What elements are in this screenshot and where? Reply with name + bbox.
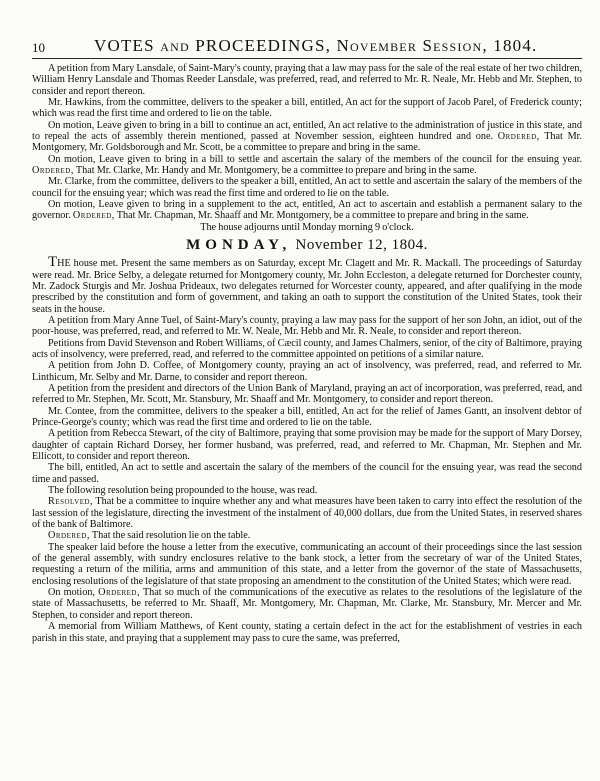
running-title: VOTES and PROCEEDINGS, November Session, 1804. bbox=[94, 36, 538, 55]
ordered-label: Ordered, bbox=[72, 210, 115, 222]
paragraph-text: That Mr. Chapman, Mr. Shaaff and Mr. Montgomery, be a committee to prepare and bring in the same. bbox=[116, 210, 529, 222]
page-number: 10 bbox=[32, 40, 45, 55]
paragraph: Mr. Contee, from the committee, delivers to the speaker a bill, entitled, An act for the relief of James Gantt, an insolvent debtor of Prince-George's county; which was read the first time and ordered to lie on the table. bbox=[32, 405, 582, 428]
running-header bbox=[32, 34, 582, 59]
paragraph-text: That so much of the communications of the executive as relates to the resolutions of the legislature of the state of Massachusetts, be referred to Mr. Shaaff, Mr. Montgomery, Mr. Chapman, Mr. Clarke, Mr. Stansbury, Mr. Mercer and Mr. Stephen, to consider and report thereon. bbox=[32, 587, 583, 621]
paragraph-text: That the said resolution lie on the table. bbox=[91, 530, 251, 542]
day-heading bbox=[32, 237, 582, 254]
adjournment-line: The house adjourns until Monday morning 9 o'clock. bbox=[200, 221, 414, 233]
ordered-label: Ordered, bbox=[497, 131, 540, 143]
paragraph-text: On motion, Leave given to bring in a bill to continue an act, entitled, An act relative to the administration of justice in this state, and to repeal the acts of assembly therein mentioned, passed at November session, eighteen hundred and one. bbox=[32, 119, 582, 143]
ordered-label: Ordered, bbox=[32, 165, 74, 177]
paragraph-text: That Mr. Montgomery, Mr. Goldsborough and Mr. Scott, be a committee to prepare and bring in the same. bbox=[32, 131, 582, 154]
paragraph bbox=[32, 587, 582, 621]
paragraph: Petitions from David Stevenson and Robert Williams, of Cæcil county, and James Chalmers, senior, of the city of Baltimore, praying acts of insolvency, were preferred, read, and referred to the committee appointed on petitions of a similar nature. bbox=[32, 337, 582, 360]
paragraph: The speaker laid before the house a letter from the executive, communicating an account of their proceedings since the last session of the general assembly, with sundry enclosures relative to the bank stock, a letter from the secretary of war of the United States, requesting a return of the militia, arms and ammunition of this state, and a letter from the governor of the state of Massachusetts, enclosing resolutions of the legislature of that state proposing an amendment to the constitution of the United States; which were read. bbox=[32, 541, 582, 587]
paragraph: THE house met. Present the same members as on Saturday, except Mr. Clagett and Mr. R. Mackall. The proceedings of Saturday were read. Mr. Brice Selby, a delegate returned for Montgomery county, Mr. John Eccleston, a delegate returned for Dorchester county, Mr. Zadock Sturgis and Mr. Joshua Prideaux, two delegates returned for Worcester county, appeared, and after qualifying in the mode prescribed by the constitution and form of government, and taking an oath to support the constitution of the United States, took their seats in the house. bbox=[32, 254, 582, 315]
paragraph: A petition from Mary Anne Tuel, of Saint-Mary's county, praying a law may pass for the support of her son John, an idiot, out of the poor-house, was preferred, read, and referred to Mr. W. Neale, Mr. Hebb and Mr. R. Neale, to consider and report thereon. bbox=[32, 314, 582, 338]
paragraph: Mr. Clarke, from the committee, delivers to the speaker a bill, entitled, An act to settle and ascertain the salary of the members of the council for the ensuing year; which was read the first time and ordered to lie on the table. bbox=[32, 176, 582, 199]
ordered-label: Ordered, bbox=[48, 530, 90, 542]
paragraph-text: On motion, Leave given to bring in a supplement to the act, entitled, An act to ascertain and establish a permanent salary to the governor. bbox=[32, 199, 582, 222]
resolved-label: Resolved, bbox=[48, 496, 94, 508]
paragraph-text: That be a committee to inquire whether any and what measures have been taken to carry into effect the resolution of the last session of the legislature, directing the investment of the instalment of 40,000 dollars, due from the United States, in reserved shares of the bank of Baltimore. bbox=[32, 496, 582, 531]
paragraph: A memorial from William Matthews, of Kent county, stating a certain defect in the act for the establishment of vestries in each parish in this state, and praying that a supplement may pass to cure the same, was preferred, bbox=[32, 621, 582, 644]
paragraph-text: On motion, Leave given to bring in a bill to settle and ascertain the salary of the members of the council for the ensuing year. bbox=[48, 153, 582, 165]
paragraph-text: That Mr. Clarke, Mr. Handy and Mr. Montgomery, be a committee to prepare and bring in the same. bbox=[75, 165, 477, 177]
paragraph: A petition from the president and directors of the Union Bank of Maryland, praying an act of incorporation, was preferred, read, and referred to Mr. Stephen, Mr. Scott, Mr. Stansbury, Mr. Shaaff and Mr. Montgomery, to consider and report thereon. bbox=[32, 382, 582, 406]
paragraph: A petition from John D. Coffee, of Montgomery county, praying an act of insolvency, was preferred, read, and referred to Mr. Linthicum, Mr. Selby and Mr. Darne, to consider and report thereon. bbox=[32, 360, 582, 383]
paragraph bbox=[32, 120, 582, 154]
paragraph: A petition from Rebecca Stewart, of the city of Baltimore, praying that some provision may be made for the support of Mary Dorsey, daughter of captain Richard Dorsey, her former husband, was preferred, read, and referred to Mr. Chapman, Mr. Stephen and Mr. Ellicott, to consider and report thereon. bbox=[32, 428, 582, 462]
paragraph: A petition from Mary Lansdale, of Saint-Mary's county, praying that a law may pass for the sale of the real estate of her two children, William Henry Lansdale and Thomas Reeder Lansdale, was preferred, read, and referred to Mr. R. Neale, Mr. Hebb and Mr. Stephen, to consider and report thereon. bbox=[32, 63, 582, 97]
day-date: November 12, 1804. bbox=[295, 237, 428, 254]
ordered-label: Ordered, bbox=[98, 587, 141, 599]
day-name: MONDAY, bbox=[186, 237, 292, 254]
paragraph: Mr. Hawkins, from the committee, delivers to the speaker a bill, entitled, An act for the support of Jacob Parel, of Frederick county; which was read the first time and ordered to lie on the table. bbox=[32, 97, 582, 120]
paragraph bbox=[32, 154, 582, 177]
paragraph bbox=[32, 199, 582, 222]
paragraph-text: On motion, bbox=[48, 587, 95, 599]
paragraph bbox=[32, 496, 582, 530]
paragraph: The following resolution being propounded to the house, was read. bbox=[48, 485, 318, 497]
paragraph: The bill, entitled, An act to settle and ascertain the salary of the members of the council for the ensuing year, was read the second time and passed. bbox=[32, 462, 582, 485]
paragraph bbox=[32, 530, 582, 541]
